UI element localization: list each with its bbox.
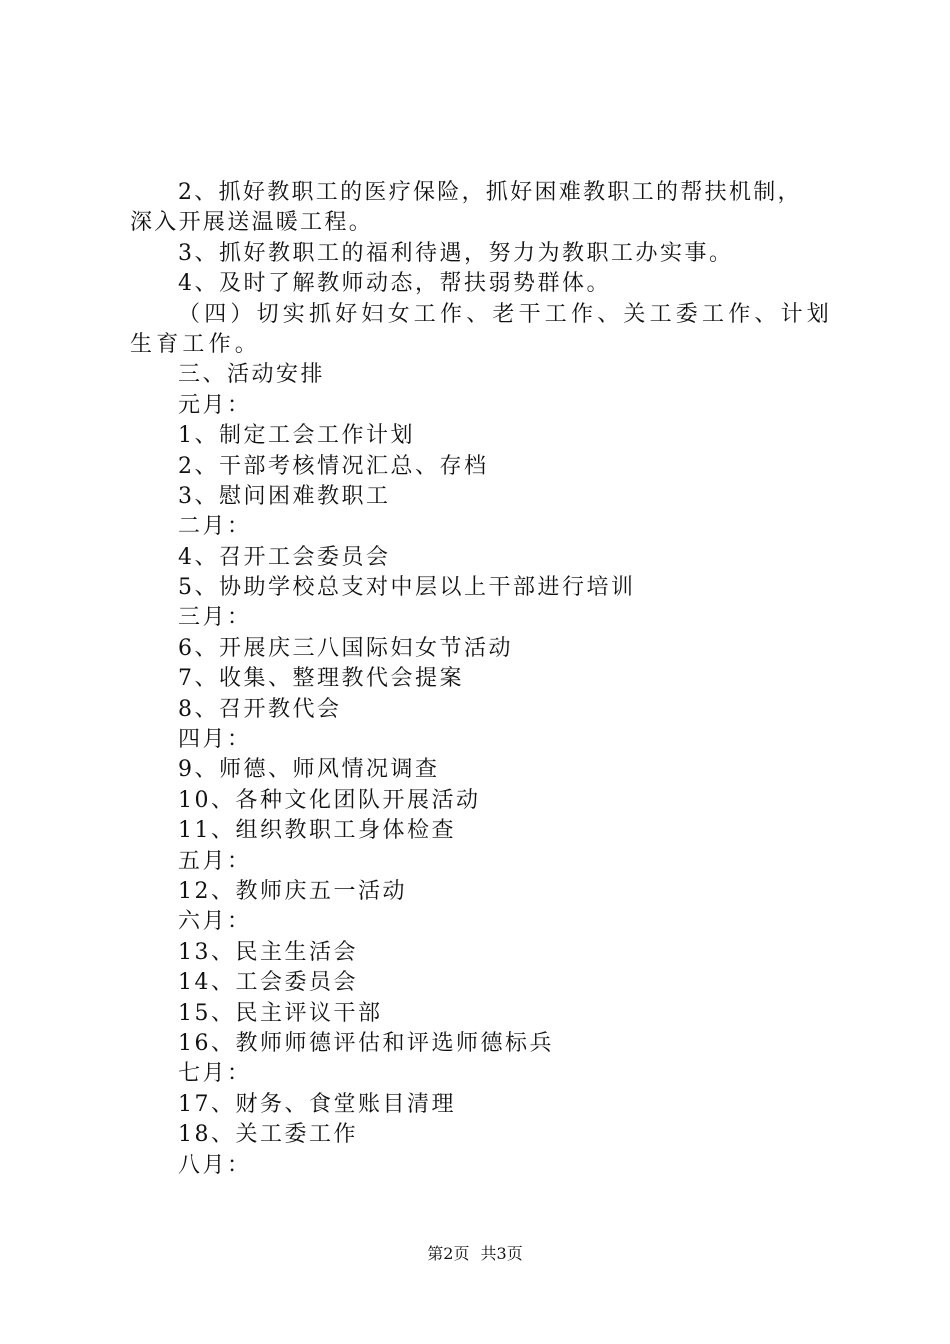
list-item: 12、教师庆五一活动: [178, 878, 407, 904]
paragraph-line: 4、及时了解教师动态，帮扶弱势群体。: [178, 271, 611, 297]
page-number: 第2页: [427, 1244, 470, 1263]
document-body: [130, 178, 834, 1181]
list-item: 8、召开教代会: [178, 696, 342, 722]
list-item: 3、慰问困难教职工: [178, 483, 391, 509]
list-item: 6、开展庆三八国际妇女节活动: [178, 635, 513, 661]
list-item: 4、召开工会委员会: [178, 544, 391, 570]
page-total: 共3页: [480, 1244, 523, 1263]
list-item: 10、各种文化团队开展活动: [178, 787, 481, 813]
month-heading: 七月：: [178, 1061, 252, 1087]
list-item: 5、协助学校总支对中层以上干部进行培训: [178, 575, 636, 601]
list-item: 1、制定工会工作计划: [178, 423, 415, 449]
paragraph-line: 2、抓好教职工的医疗保险，抓好困难教职工的帮扶机制，: [178, 180, 802, 205]
paragraph-line: 3、抓好教职工的福利待遇，努力为教职工办实事。: [178, 240, 734, 266]
month-heading: 五月：: [178, 848, 252, 874]
list-item: 15、民主评议干部: [178, 1000, 383, 1026]
list-item: 13、民主生活会: [178, 939, 358, 965]
paragraph-line: 生育工作。: [130, 331, 262, 357]
paragraph-line: 深入开展送温暖工程。: [130, 210, 374, 236]
month-heading: 二月：: [178, 514, 252, 540]
month-heading: 三月：: [178, 605, 252, 631]
page-footer: [0, 1244, 950, 1264]
list-item: 7、收集、整理教代会提案: [178, 666, 464, 692]
list-item: 17、财务、食堂账目清理: [178, 1091, 456, 1117]
list-item: 9、师德、师风情况调查: [178, 757, 440, 783]
month-heading: 八月：: [178, 1152, 252, 1178]
list-item: 18、关工委工作: [178, 1122, 358, 1148]
list-item: 11、组织教职工身体检查: [178, 818, 456, 844]
month-heading: 元月：: [178, 392, 252, 418]
list-item: 14、工会委员会: [178, 970, 358, 996]
list-item: 16、教师师德评估和评选师德标兵: [178, 1030, 554, 1056]
paragraph-line: （四）切实抓好妇女工作、老干工作、关工委工作、计划: [178, 301, 834, 327]
month-heading: 六月：: [178, 909, 252, 935]
list-item: 2、干部考核情况汇总、存档: [178, 453, 489, 479]
section-heading: 三、活动安排: [178, 362, 326, 388]
month-heading: 四月：: [178, 727, 252, 753]
